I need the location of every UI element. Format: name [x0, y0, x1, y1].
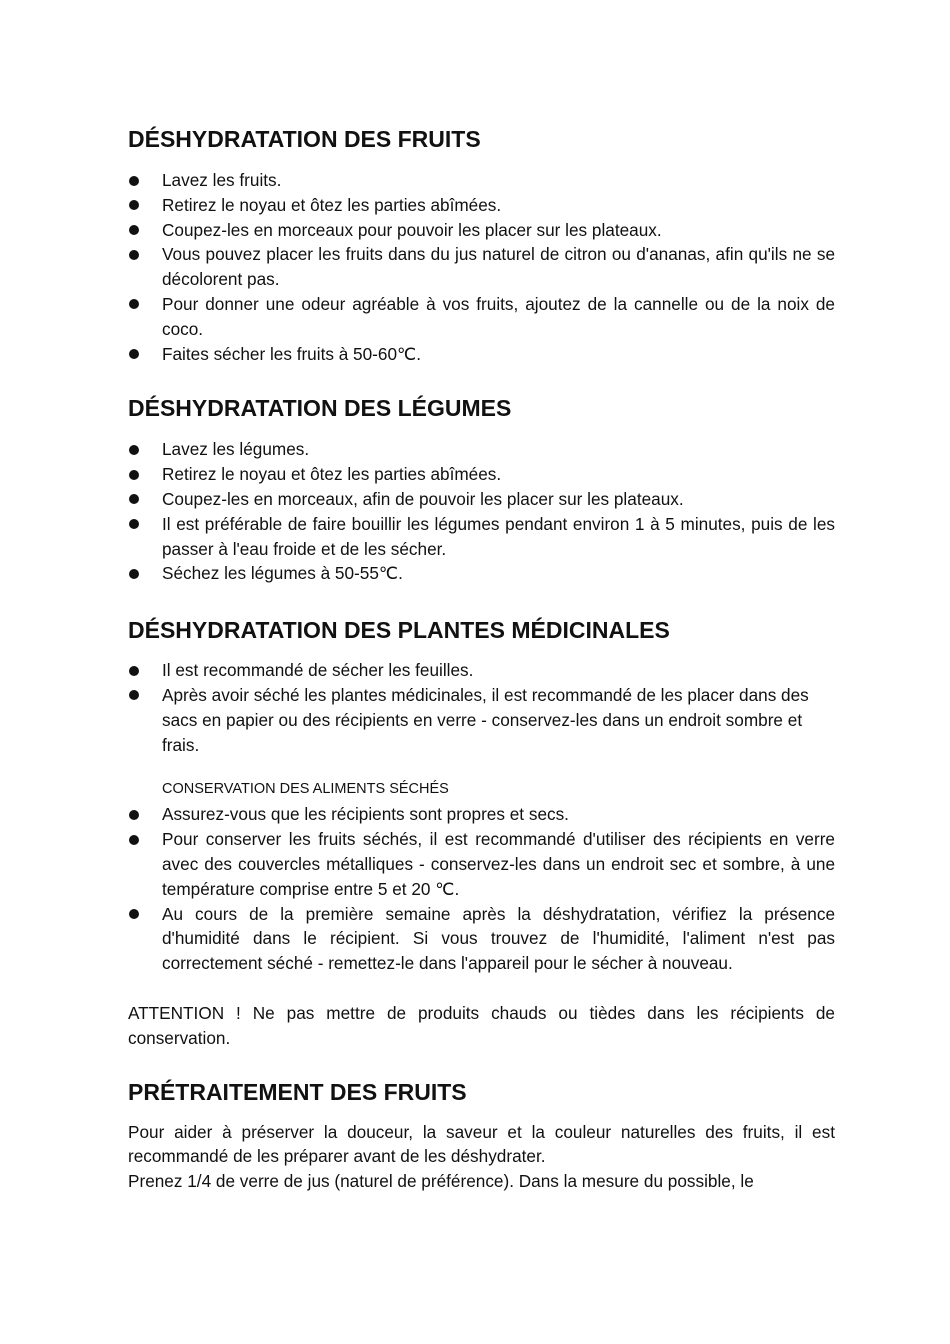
list-item: Retirez le noyau et ôtez les parties abîmées. — [128, 193, 835, 218]
bullet-icon — [129, 349, 139, 359]
list-item: Vous pouvez placer les fruits dans du jus naturel de citron ou d'ananas, afin qu'ils ne se décolorent pas. — [128, 242, 835, 292]
plantes-list — [128, 658, 835, 757]
bullet-icon — [129, 176, 139, 186]
bullet-icon — [129, 250, 139, 260]
list-item: Séchez les légumes à 50-55℃. — [128, 561, 835, 586]
bullet-icon — [129, 494, 139, 504]
list-item: Coupez-les en morceaux pour pouvoir les placer sur les plateaux. — [128, 218, 835, 243]
list-item: Pour donner une odeur agréable à vos fruits, ajoutez de la cannelle ou de la noix de coco. — [128, 292, 835, 342]
section-title-legumes: DÉSHYDRATATION DES LÉGUMES — [128, 395, 512, 422]
list-item: Il est recommandé de sécher les feuilles. — [128, 658, 835, 683]
bullet-icon — [129, 835, 139, 845]
section-title-pretraitement: PRÉTRAITEMENT DES FRUITS — [128, 1078, 467, 1105]
list-item: Il est préférable de faire bouillir les légumes pendant environ 1 à 5 minutes, puis de les passer à l'eau froide et de les sécher. — [128, 512, 835, 562]
bullet-icon — [129, 666, 139, 676]
list-item: Assurez-vous que les récipients sont propres et secs. — [128, 802, 835, 827]
bullet-icon — [129, 569, 139, 579]
fruits-list — [128, 168, 835, 366]
list-item: Faites sécher les fruits à 50-60℃. — [128, 342, 835, 367]
subsection-title-conservation: CONSERVATION DES ALIMENTS SÉCHÉS — [162, 781, 449, 798]
list-item: Au cours de la première semaine après la déshydratation, vérifiez la présence d'humidité dans le récipient. Si vous trouvez de l'humidité, l'aliment n'est pas correctement séché - remettez-le dans l'appareil pour le sécher à nouveau. — [128, 902, 835, 976]
section-title-plantes: DÉSHYDRATATION DES PLANTES MÉDICINALES — [128, 617, 670, 644]
bullet-icon — [129, 810, 139, 820]
bullet-icon — [129, 200, 139, 210]
attention-note: ATTENTION ! Ne pas mettre de produits chauds ou tièdes dans les récipients de conservation. — [128, 1002, 835, 1048]
legumes-list — [128, 437, 835, 586]
section-title-fruits: DÉSHYDRATATION DES FRUITS — [128, 126, 481, 152]
list-item: Pour conserver les fruits séchés, il est recommandé d'utiliser des récipients en verre avec des couvercles métalliques - conservez-les dans un endroit sec et sombre, à une température comprise entre 5 et 20 ℃. — [128, 827, 835, 901]
bullet-icon — [129, 909, 139, 919]
list-item: Coupez-les en morceaux, afin de pouvoir les placer sur les plateaux. — [128, 487, 835, 512]
paragraph: Pour aider à préserver la douceur, la saveur et la couleur naturelles des fruits, il est recommandé de les préparer avant de les déshydrater. — [128, 1121, 835, 1167]
bullet-icon — [129, 225, 139, 235]
bullet-icon — [129, 519, 139, 529]
list-item: Retirez le noyau et ôtez les parties abîmées. — [128, 462, 835, 487]
list-item: Lavez les légumes. — [128, 437, 835, 462]
paragraph: Prenez 1/4 de verre de jus (naturel de préférence). Dans la mesure du possible, le — [128, 1171, 754, 1192]
bullet-icon — [129, 445, 139, 455]
list-item: Lavez les fruits. — [128, 168, 835, 193]
bullet-icon — [129, 470, 139, 480]
list-item: Après avoir séché les plantes médicinales, il est recommandé de les placer dans des sacs en papier ou des récipients en verre - conservez-les dans un endroit sombre et frais. — [128, 683, 835, 757]
bullet-icon — [129, 299, 139, 309]
document-page — [128, 124, 835, 1194]
bullet-icon — [129, 690, 139, 700]
conservation-list — [128, 802, 835, 976]
